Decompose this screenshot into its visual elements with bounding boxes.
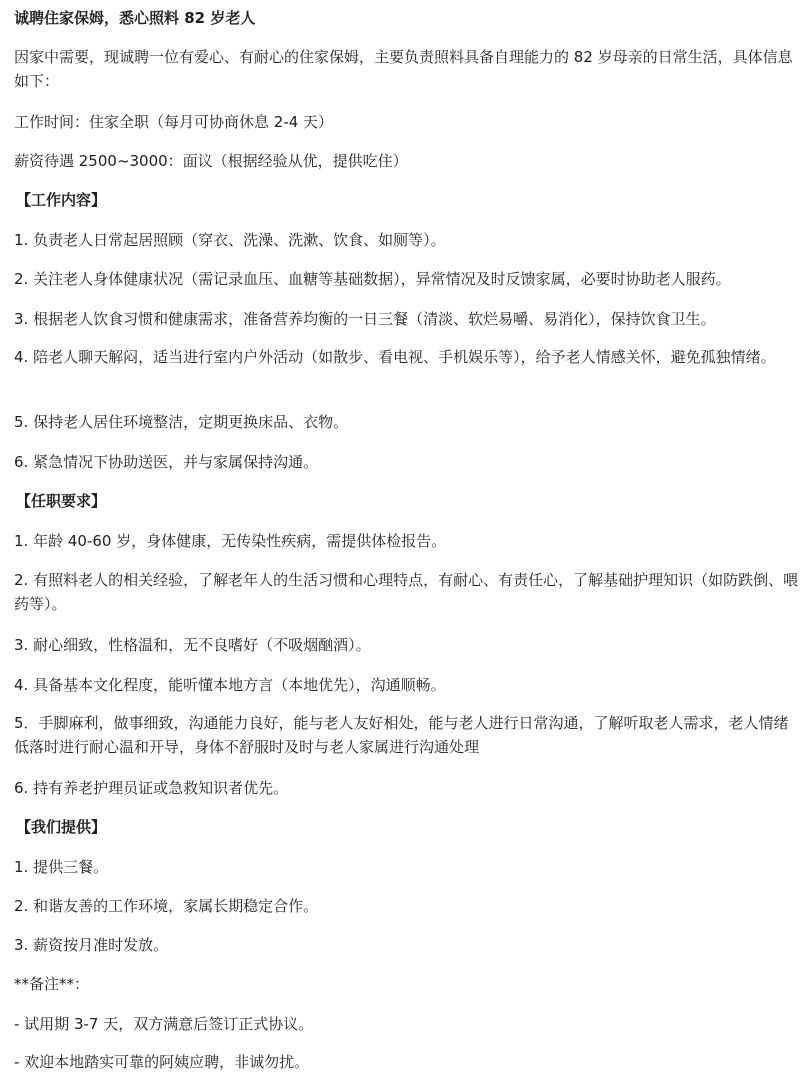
duty-item: 1. 负责老人日常起居照顾（穿衣、洗澡、洗漱、饮食、如厕等）。 xyxy=(14,231,446,249)
offer-item: 2. 和谐友善的工作环境，家属长期稳定合作。 xyxy=(14,897,319,915)
requirement-item: 4. 具备基本文化程度，能听懂本地方言（本地优先），沟通顺畅。 xyxy=(14,676,446,694)
note-item: - 欢迎本地踏实可靠的阿姨应聘，非诚勿扰。 xyxy=(14,1053,310,1071)
salary-text: 薪资待遇 2500~3000：面议（根据经验从优，提供吃住） xyxy=(14,152,408,170)
requirement-item: 5．手脚麻利，做事细致，沟通能力良好，能与老人友好相处，能与老人进行日常沟通，了解听取老人需求，老人情绪低落时进行耐心温和开导，身体不舒服时及时与老人家属进行沟通处理 xyxy=(14,714,789,756)
posting-title: 诚聘住家保姆，悉心照料 82 岁老人 xyxy=(14,9,256,27)
section-heading-offer: 【我们提供】 xyxy=(16,818,107,836)
duty-item: 4. 陪老人聊天解闷，适当进行室内户外活动（如散步、看电视、手机娱乐等），给予老人情感关怀，避免孤独情绪。 xyxy=(14,348,776,366)
offer-item: 3. 薪资按月准时发放。 xyxy=(14,936,169,954)
requirement-item: 1. 年龄 40-60 岁，身体健康，无传染性疾病，需提供体检报告。 xyxy=(14,532,447,550)
requirement-item: 6. 持有养老护理员证或急救知识者优先。 xyxy=(14,779,289,797)
duty-item: 3. 根据老人饮食习惯和健康需求，准备营养均衡的一日三餐（清淡、软烂易嚼、易消化），保持饮食卫生。 xyxy=(14,310,716,328)
intro-paragraph: 因家中需要，现诚聘一位有爱心、有耐心的住家保姆，主要负责照料具备自理能力的 82 岁母亲的日常生活，具体信息如下： xyxy=(14,48,793,90)
section-heading-requirements: 【任职要求】 xyxy=(16,492,107,510)
requirement-item: 3. 耐心细致，性格温和，无不良嗜好（不吸烟酗酒）。 xyxy=(14,636,371,654)
duty-item: 5. 保持老人居住环境整洁，定期更换床品、衣物。 xyxy=(14,413,349,431)
duty-item: 2. 关注老人身体健康状况（需记录血压、血糖等基础数据），异常情况及时反馈家属，必要时协助老人服药。 xyxy=(14,270,731,288)
offer-item: 1. 提供三餐。 xyxy=(14,858,109,876)
requirement-item: 2. 有照料老人的相关经验，了解老年人的生活习惯和心理特点，有耐心、有责任心，了解基础护理知识（如防跌倒、喂药等）。 xyxy=(14,571,799,613)
section-heading-duties: 【工作内容】 xyxy=(16,191,107,209)
notes-heading: **备注**： xyxy=(14,975,90,993)
work-time-text: 工作时间：住家全职（每月可协商休息 2-4 天） xyxy=(14,113,334,131)
duty-item: 6. 紧急情况下协助送医，并与家属保持沟通。 xyxy=(14,453,319,471)
note-item: - 试用期 3-7 天，双方满意后签订正式协议。 xyxy=(14,1015,314,1033)
